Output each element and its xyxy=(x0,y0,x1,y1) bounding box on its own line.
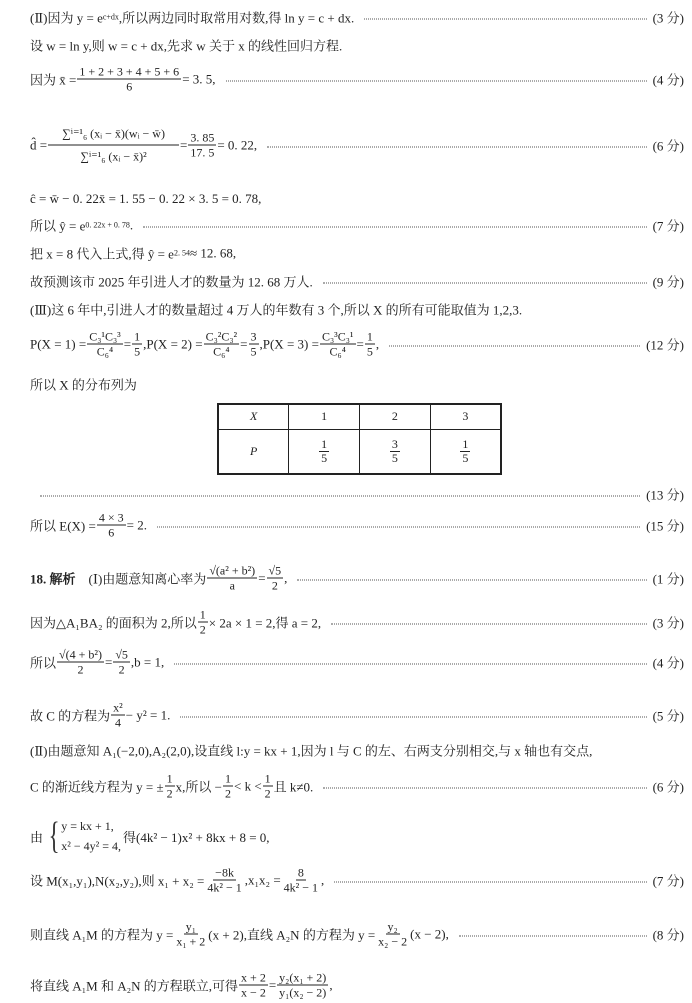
line-content xyxy=(30,648,164,677)
numerator: 1 xyxy=(321,437,328,452)
fraction xyxy=(277,971,328,1000)
score-label: (13 分) xyxy=(646,487,684,503)
text: = xyxy=(240,336,248,351)
text: x,所以 − xyxy=(175,779,222,795)
table-header-cell: 1 xyxy=(289,404,360,429)
text: = xyxy=(356,336,364,351)
table-row-label: P xyxy=(218,429,289,474)
solution-line xyxy=(30,330,684,359)
denominator: ∑ⁱ⁼¹₆ (xᵢ − x̄)² xyxy=(80,149,147,164)
score-label: (7 分) xyxy=(652,218,684,234)
numerator: √5 xyxy=(115,647,128,662)
denominator: 5 xyxy=(391,451,398,466)
fraction xyxy=(205,866,243,895)
dot-leader xyxy=(143,227,646,228)
text: = xyxy=(123,336,132,351)
numerator: √(4 + b²) xyxy=(59,647,102,662)
dot-leader xyxy=(389,346,640,347)
numerator: 1 + 2 + 3 + 4 + 5 + 6 xyxy=(79,64,180,79)
numerator: √5 xyxy=(268,563,282,578)
text: − y² = 1. xyxy=(125,707,171,722)
line-content xyxy=(30,375,137,394)
text: × 2a × 1 = 2,得 a = 2, xyxy=(208,615,322,631)
solution-line xyxy=(30,375,684,394)
line-content xyxy=(30,920,449,949)
text: 所以 xyxy=(30,655,57,671)
numerator: 1 xyxy=(264,771,271,786)
solution-line xyxy=(30,8,684,27)
numerator: C₃³C₃¹ xyxy=(321,329,354,344)
fraction xyxy=(111,701,125,730)
dot-leader xyxy=(323,788,646,789)
solution-line xyxy=(30,866,684,895)
denominator: 2 xyxy=(271,578,278,593)
text: = 2. xyxy=(126,517,147,532)
numerator: 1 xyxy=(166,771,173,786)
solution-line xyxy=(30,123,684,168)
line-content xyxy=(30,741,592,760)
denominator: C₆⁴ xyxy=(213,344,230,359)
text: < k < xyxy=(233,778,262,793)
table-header-row xyxy=(218,404,501,429)
solution-line xyxy=(30,701,684,730)
equation-rows xyxy=(61,816,121,856)
line-content xyxy=(30,608,321,637)
text: P(X = 1) = xyxy=(30,336,87,351)
text: 故 C 的方程为 xyxy=(30,708,111,724)
solution-line xyxy=(30,971,684,1000)
score-label: (7 分) xyxy=(652,873,684,889)
score-label: (6 分) xyxy=(652,138,684,154)
denominator: 4 xyxy=(114,715,121,730)
fraction xyxy=(376,920,409,949)
dot-leader xyxy=(40,496,640,497)
fraction xyxy=(132,330,142,359)
line-content xyxy=(30,511,147,540)
denominator: 2 xyxy=(199,622,206,637)
text: 所以 E(X) = xyxy=(30,518,96,534)
solution-line xyxy=(30,244,684,263)
table-cell xyxy=(289,429,360,474)
dot-leader xyxy=(459,936,647,937)
solution-line xyxy=(30,300,684,319)
left-brace-icon: { xyxy=(48,815,60,857)
denominator: 6 xyxy=(108,525,115,540)
table-header-cell: 2 xyxy=(360,404,431,429)
score-label: (8 分) xyxy=(652,927,684,943)
text: 且 k≠0. xyxy=(273,779,314,795)
fraction xyxy=(113,648,130,677)
line-content xyxy=(30,701,170,730)
text: , xyxy=(329,977,333,992)
score-label: (1 分) xyxy=(652,571,684,587)
dot-leader xyxy=(297,580,646,581)
dot-leader xyxy=(226,81,647,82)
score-label: (15 分) xyxy=(646,518,684,534)
fraction xyxy=(204,330,240,359)
text: (x + 2),直线 A₂N 的方程为 y = xyxy=(208,927,376,943)
score-label: (9 分) xyxy=(652,274,684,290)
score-label: (6 分) xyxy=(652,779,684,795)
text: 把 x = 8 代入上式,得 ŷ = e xyxy=(30,246,174,262)
solution-line xyxy=(30,485,684,504)
dot-leader xyxy=(331,624,646,625)
solution-line xyxy=(30,216,684,235)
line-content xyxy=(30,816,270,856)
numerator: 4 × 3 xyxy=(98,510,124,525)
text: 则直线 A₁M 的方程为 y = xyxy=(30,927,174,943)
table-row xyxy=(218,429,501,474)
numerator: √(a² + b²) xyxy=(209,563,256,578)
numerator: 1 xyxy=(199,607,206,622)
numerator: 3 xyxy=(391,437,398,452)
fraction xyxy=(198,608,208,637)
text: , xyxy=(321,872,325,887)
equation: y = kx + 1, xyxy=(61,819,114,833)
text: 因为△A₁BA₂ 的面积为 2,所以 xyxy=(30,615,197,631)
text: = 3. 5, xyxy=(182,71,216,86)
text: 所以 ŷ = e xyxy=(30,218,86,234)
denominator: 2 xyxy=(264,786,271,801)
text: ≈ 12. 68, xyxy=(189,245,237,260)
numerator: y₂(x₁ + 2) xyxy=(279,970,327,985)
numerator: 1 xyxy=(134,329,141,344)
text: 设 M(x₁,y₁),N(x₂,y₂),则 x₁ + x₂ = xyxy=(30,873,205,889)
numerator: 1 xyxy=(366,329,373,344)
solution-line xyxy=(30,772,684,801)
line-content xyxy=(30,36,342,55)
fraction xyxy=(48,123,179,168)
line-content: 所以 ŷ = e 0. 22x + 0. 78 . xyxy=(30,217,134,234)
dot-leader xyxy=(174,664,646,665)
line-content: 把 x = 8 代入上式,得 ŷ = e 2. 54 ≈ 12. 68, xyxy=(30,245,237,262)
solution-line xyxy=(30,511,684,540)
denominator: a xyxy=(229,578,235,593)
numerator: 3 xyxy=(250,329,257,344)
table-cell xyxy=(430,429,501,474)
text: 得(4k² − 1)x² + 8kx + 8 = 0, xyxy=(123,829,270,845)
denominator: C₆⁴ xyxy=(96,344,114,359)
score-label: (12 分) xyxy=(646,337,684,353)
numerator: C₃²C₃² xyxy=(205,329,238,344)
numerator: 8 xyxy=(297,865,304,880)
fraction xyxy=(320,330,356,359)
solution-line xyxy=(30,36,684,55)
fraction xyxy=(263,772,273,801)
numerator: 1 xyxy=(462,437,469,452)
fraction xyxy=(249,330,259,359)
solution-line xyxy=(30,191,684,207)
fraction xyxy=(239,971,268,1000)
distribution-table xyxy=(217,403,502,475)
table-cell xyxy=(360,429,431,474)
text: 因为 x̄ = xyxy=(30,72,77,88)
solution-line xyxy=(30,816,684,856)
numerator: 3. 85 xyxy=(190,130,215,145)
solution-line xyxy=(30,564,684,593)
score-label: (4 分) xyxy=(652,72,684,88)
fraction xyxy=(87,330,123,359)
line-content xyxy=(30,866,324,895)
text: , xyxy=(284,570,288,585)
text: ,b = 1, xyxy=(130,654,165,669)
denominator: 2 xyxy=(118,662,125,677)
denominator: 2 xyxy=(166,786,173,801)
line-content xyxy=(30,564,287,593)
solution-line xyxy=(30,608,684,637)
line-content xyxy=(30,300,522,319)
denominator: x₁ + 2 xyxy=(176,934,206,949)
numerator: 1 xyxy=(224,771,231,786)
text: = xyxy=(179,137,188,152)
denominator: y₁(x₂ − 2) xyxy=(279,985,327,1000)
numerator: −8k xyxy=(215,865,234,880)
question-label: 18. 解析 xyxy=(30,571,76,587)
text: , xyxy=(375,336,380,351)
fraction xyxy=(57,648,104,677)
table-header-cell: 3 xyxy=(430,404,501,429)
table-header-cell: X xyxy=(218,404,289,429)
dot-leader xyxy=(157,527,640,528)
dot-leader xyxy=(267,147,646,148)
text: ,所以两边同时取常用对数,得 ln y = c + dx. xyxy=(118,10,355,26)
score-label: (5 分) xyxy=(652,708,684,724)
denominator: 6 xyxy=(126,79,133,94)
line-content xyxy=(30,772,313,801)
dot-leader xyxy=(364,19,646,20)
score-label: (4 分) xyxy=(652,655,684,671)
line-content xyxy=(30,330,379,359)
text: 所以 X 的分布列为 xyxy=(30,377,137,393)
denominator: 2 xyxy=(224,786,231,801)
text: C 的渐近线方程为 y = ± xyxy=(30,779,164,795)
text: 设 w = ln y,则 w = c + dx,先求 w 关于 x 的线性回归方程. xyxy=(30,38,343,54)
fraction xyxy=(267,564,284,593)
denominator: 5 xyxy=(462,451,469,466)
denominator: 2 xyxy=(77,662,84,677)
numerator: ∑ⁱ⁼¹₆ (xᵢ − x̄)(wᵢ − w̄) xyxy=(48,123,179,146)
text: ,x₁x₂ = xyxy=(244,872,281,887)
line-content xyxy=(30,123,257,168)
text: = xyxy=(258,570,266,585)
numerator: x² xyxy=(113,700,123,715)
numerator: C₃¹C₃³ xyxy=(89,329,121,344)
solution-line xyxy=(30,741,684,760)
line-content xyxy=(30,65,216,94)
fraction xyxy=(223,772,233,801)
line-content: (Ⅱ)因为 y = e c+dx ,所以两边同时取常用对数,得 ln y = c + dx. xyxy=(30,8,354,27)
numerator: y₁ xyxy=(185,919,196,934)
score-label: (3 分) xyxy=(652,10,684,26)
denominator: 5 xyxy=(250,344,257,359)
fraction xyxy=(282,866,320,895)
denominator: x₂ − 2 xyxy=(378,934,408,949)
equation-system xyxy=(45,816,121,856)
text: 故预测该市 2025 年引进人才的数量为 12. 68 万人. xyxy=(30,274,313,290)
line-content xyxy=(30,971,333,1000)
fraction xyxy=(174,920,207,949)
fraction xyxy=(188,131,216,160)
fraction xyxy=(365,330,375,359)
fraction xyxy=(165,772,175,801)
denominator: C₆⁴ xyxy=(329,344,346,359)
text: (x − 2), xyxy=(410,926,449,941)
text: 将直线 A₁M 和 A₂N 的方程联立,可得 xyxy=(30,978,239,994)
text: = 0. 22, xyxy=(217,137,258,152)
denominator: 5 xyxy=(366,344,373,359)
text: . xyxy=(129,217,134,232)
text: = xyxy=(104,654,113,669)
score-label: (3 分) xyxy=(652,615,684,631)
equation: x² − 4y² = 4, xyxy=(61,839,121,853)
text: = xyxy=(268,977,277,992)
denominator: 5 xyxy=(134,344,141,359)
denominator: 4k² − 1 xyxy=(283,880,319,895)
numerator: x + 2 xyxy=(241,970,266,985)
text: ,P(X = 2) = xyxy=(143,336,203,351)
denominator: 5 xyxy=(321,451,328,466)
solution-line xyxy=(30,648,684,677)
denominator: 17. 5 xyxy=(190,145,215,160)
numerator: y₂ xyxy=(387,919,398,934)
solution-line xyxy=(30,920,684,949)
text: (Ⅱ)由题意知 A₁(−2,0),A₂(2,0),设直线 l:y = kx + 1,因为 l 与 C 的左、右两支分别相交,与 x 轴也有交点, xyxy=(30,743,593,759)
text: ,P(X = 3) = xyxy=(259,336,319,351)
denominator: 4k² − 1 xyxy=(207,880,242,895)
line-content xyxy=(30,272,313,291)
dot-leader xyxy=(180,717,646,718)
text: ĉ = w̄ − 0. 22x̄ = 1. 55 − 0. 22 × 3. 5 = 0. 78, xyxy=(30,191,262,206)
text: (Ⅱ)因为 y = e xyxy=(30,10,103,26)
solution-line xyxy=(30,65,684,94)
dot-leader xyxy=(323,283,647,284)
line-content xyxy=(30,191,261,207)
fraction xyxy=(77,65,181,94)
denominator: x − 2 xyxy=(241,985,266,1000)
text: (Ⅰ)由题意知离心率为 xyxy=(75,571,207,587)
text: (Ⅲ)这 6 年中,引进人才的数量超过 4 万人的年数有 3 个,所以 X 的所有可能取值为 1,2,3. xyxy=(30,302,523,318)
dot-leader xyxy=(334,882,646,883)
fraction xyxy=(207,564,257,593)
text: 由 xyxy=(30,829,44,845)
solution-line xyxy=(30,272,684,291)
fraction xyxy=(97,511,126,540)
text: d̂ = xyxy=(30,137,48,152)
